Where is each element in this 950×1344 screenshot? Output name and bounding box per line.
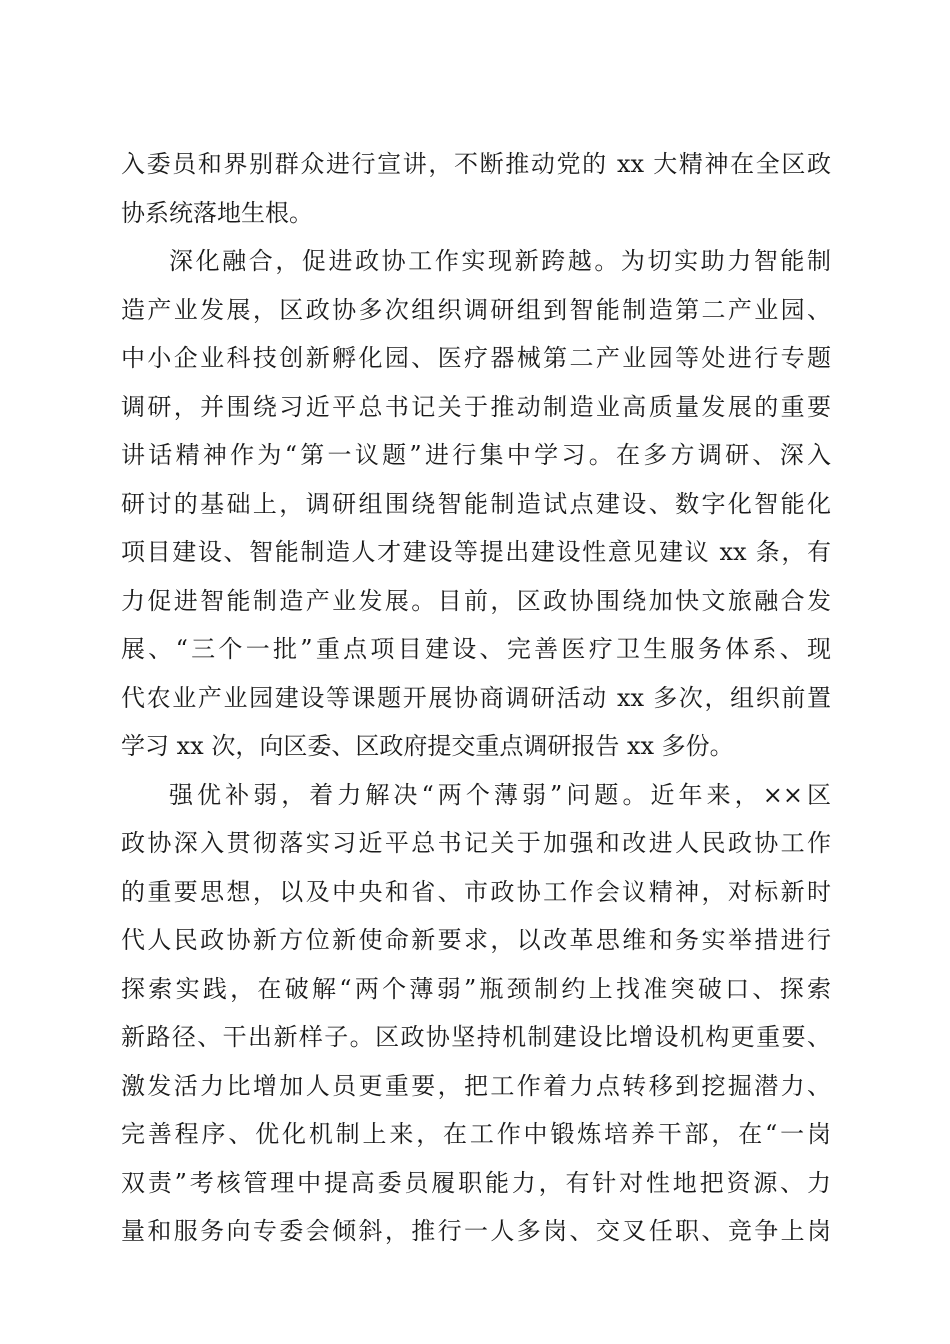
text-line: 中小企业科技创新孵化园、医疗器械第二产业园等处进行专题 [121, 344, 831, 372]
text-line: 激发活力比增加人员更重要，把工作着力点转移到挖掘潜力、 [121, 1071, 831, 1100]
paragraph-start-line: 强优补弱，着力解决“两个薄弱”问题。近年来，××区 [169, 780, 831, 809]
text-line: 造产业发展，区政协多次组织调研组到智能制造第二产业园、 [121, 295, 831, 324]
text-line: 入委员和界别群众进行宣讲，不断推动党的 xx 大精神在全区政 [121, 150, 831, 178]
text-line: 代农业产业园建设等课题开展协商调研活动 xx 多次，组织前置 [121, 683, 831, 712]
text-line: 调研，并围绕习近平总书记关于推动制造业高质量发展的重要 [121, 392, 831, 421]
text-line: 协系统落地生根。 [121, 198, 313, 227]
paragraph-start-line: 深化融合，促进政协工作实现新跨越。为切实助力智能制 [169, 247, 831, 275]
text-line: 探索实践，在破解“两个薄弱”瓶颈制约上找准突破口、探索 [121, 974, 831, 1003]
text-line: 完善程序、优化机制上来，在工作中锻炼培养干部，在“一岗 [121, 1120, 831, 1148]
text-line: 的重要思想，以及中央和省、市政协工作会议精神，对标新时 [121, 877, 831, 906]
text-line: 研讨的基础上，调研组围绕智能制造试点建设、数字化智能化 [121, 489, 831, 518]
text-line: 学习 xx 次，向区委、区政府提交重点调研报告 xx 多份。 [121, 732, 734, 760]
text-line: 量和服务向专委会倾斜，推行一人多岗、交叉任职、竞争上岗 [121, 1217, 831, 1245]
text-line: 力促进智能制造产业发展。目前，区政协围绕加快文旅融合发 [121, 586, 831, 615]
text-line: 项目建设、智能制造人才建设等提出建设性意见建议 xx 条，有 [121, 538, 831, 566]
text-line: 双责”考核管理中提高委员履职能力，有针对性地把资源、力 [121, 1168, 831, 1197]
text-line: 讲话精神作为“第一议题”进行集中学习。在多方调研、深入 [121, 441, 831, 469]
body-text [121, 140, 831, 1256]
text-line: 政协深入贯彻落实习近平总书记关于加强和改进人民政协工作 [121, 829, 831, 857]
text-line: 代人民政协新方位新使命新要求，以改革思维和务实举措进行 [121, 926, 831, 954]
text-line: 新路径、干出新样子。区政协坚持机制建设比增设机构更重要、 [121, 1023, 831, 1051]
text-line: 展、“三个一批”重点项目建设、完善医疗卫生服务体系、现 [121, 635, 831, 663]
